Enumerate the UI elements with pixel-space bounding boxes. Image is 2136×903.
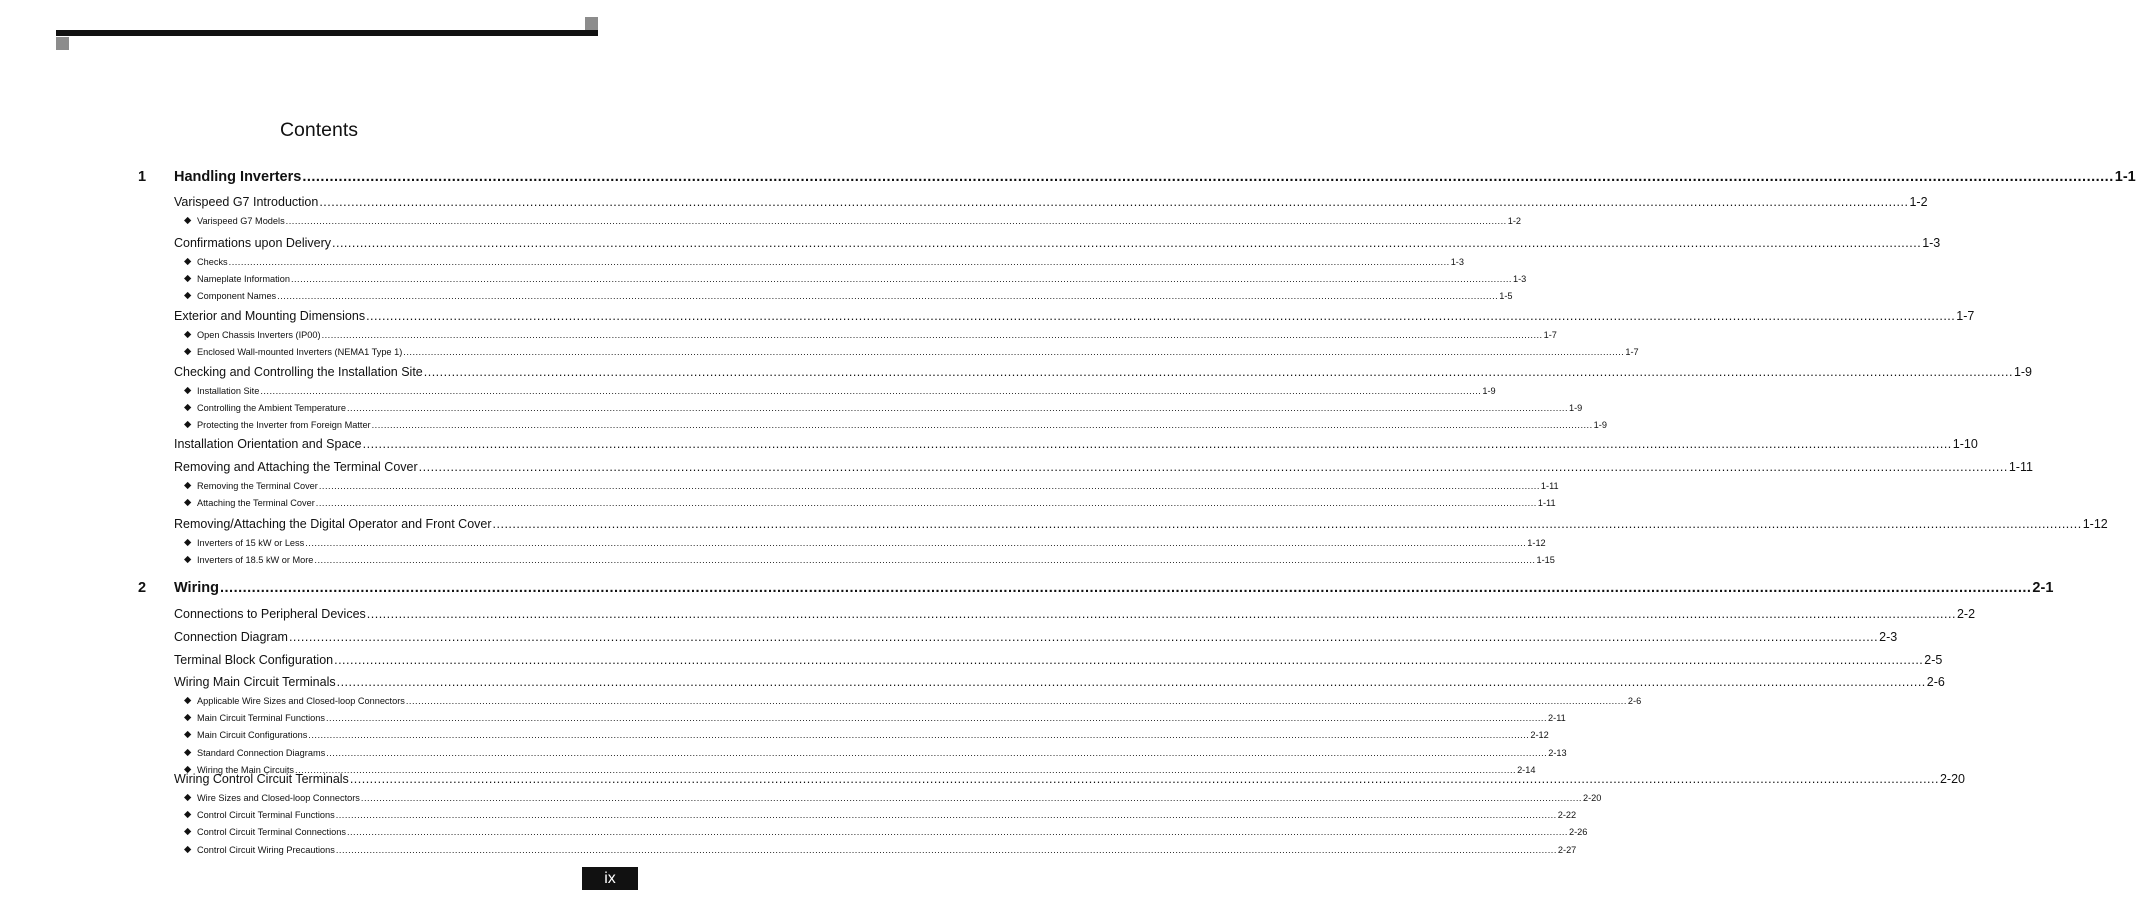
toc-subsection-title: Open Chassis Inverters (IP00): [197, 330, 321, 340]
toc-subsection[interactable]: [197, 216, 1521, 226]
corner-square-top-left: [56, 37, 69, 50]
toc-subsection-title: Removing the Terminal Cover: [197, 481, 318, 491]
toc-section-title: Checking and Controlling the Installation Site: [174, 365, 423, 379]
dot-leader: ................................................................................................................................................................................................................................................................................................................................................................................................................: [349, 772, 1939, 786]
toc-section-page: 2-5: [1924, 653, 1943, 667]
toc-subsection-page: 1-12: [1527, 538, 1546, 548]
toc-subsection-page: 1-3: [1513, 274, 1527, 285]
diamond-bullet-icon: ◆: [184, 712, 192, 724]
toc-section-page: 1-11: [2008, 460, 2033, 474]
toc-section[interactable]: [174, 460, 2033, 474]
diamond-bullet-icon: ◆: [184, 763, 192, 775]
dot-leader: ................................................................................................................................................................................................................................................................................................................................................................................................................: [336, 675, 1926, 689]
diamond-bullet-icon: ◆: [184, 273, 192, 285]
dot-leader: ................................................................................................................................................................................................................................................................................................................................................................................................................: [319, 195, 1909, 209]
toc-section-page: 2-6: [1926, 675, 1945, 689]
toc-subsection[interactable]: [197, 555, 1555, 566]
dot-leader: ................................................................................................................................................................................................................................................................................................................................................................................................................: [366, 309, 1956, 323]
toc-subsection-title: Wire Sizes and Closed-loop Connectors: [197, 793, 360, 803]
diamond-bullet-icon: ◆: [184, 290, 192, 302]
toc-section-page: 1-7: [1956, 309, 1975, 323]
toc-subsection-title: Enclosed Wall-mounted Inverters (NEMA1 Type 1): [197, 347, 403, 358]
header-rule: [56, 30, 598, 36]
toc-section[interactable]: [174, 236, 1941, 250]
toc-subsection[interactable]: [197, 747, 1567, 758]
toc-subsection-title: Control Circuit Terminal Functions: [197, 810, 335, 821]
toc-chapter-page: 2-1: [2032, 580, 2054, 596]
toc-subsection[interactable]: [197, 274, 1527, 285]
diamond-bullet-icon: ◆: [184, 346, 192, 358]
toc-subsection[interactable]: [197, 386, 1496, 396]
toc-subsection-title: Applicable Wire Sizes and Closed-loop Connectors: [197, 696, 405, 706]
toc-subsection-title: Component Names: [197, 291, 277, 302]
diamond-bullet-icon: ◆: [184, 215, 192, 226]
toc-section-page: 2-20: [1939, 772, 1966, 786]
page-number-badge: ix: [582, 867, 638, 890]
dot-leader: ................................................................................................................................................................................................................................................................................................................................................................................................................: [346, 827, 1568, 838]
dot-leader: ................................................................................................................................................................................................................................................................................................................................................................................................................: [285, 216, 1507, 226]
toc-subsection-page: 1-7: [1543, 330, 1557, 340]
diamond-bullet-icon: ◆: [184, 419, 192, 431]
diamond-bullet-icon: ◆: [184, 695, 192, 706]
toc-subsection-title: Protecting the Inverter from Foreign Matter: [197, 420, 371, 431]
dot-leader: ................................................................................................................................................................................................................................................................................................................................................................................................................: [302, 169, 2114, 185]
toc-section-page: 1-12: [2082, 517, 2108, 531]
chapter-number: 1: [138, 169, 147, 185]
dot-leader: ................................................................................................................................................................................................................................................................................................................................................................................................................: [305, 538, 1527, 548]
toc-section-page: 1-3: [1922, 236, 1941, 250]
toc-section[interactable]: [174, 437, 1978, 451]
dot-leader: ................................................................................................................................................................................................................................................................................................................................................................................................................: [326, 713, 1548, 724]
toc-subsection-title: Main Circuit Configurations: [197, 730, 308, 741]
dot-leader: ................................................................................................................................................................................................................................................................................................................................................................................................................: [492, 517, 2082, 531]
diamond-bullet-icon: ◆: [184, 480, 192, 491]
toc-section-title: Terminal Block Configuration: [174, 653, 334, 667]
dot-leader: ................................................................................................................................................................................................................................................................................................................................................................................................................: [371, 420, 1593, 431]
toc-subsection-title: Varispeed G7 Models: [197, 216, 285, 226]
toc-subsection-title: Wiring the Main Circuits: [197, 764, 295, 775]
toc-subsection-page: 2-26: [1568, 827, 1588, 838]
toc-subsection[interactable]: [197, 793, 1602, 803]
toc-section-title: Removing/Attaching the Digital Operator and Front Cover: [174, 517, 492, 531]
toc-subsection-title: Checks: [197, 257, 228, 267]
toc-subsection-page: 1-7: [1625, 347, 1639, 358]
toc-subsection-title: Inverters of 18.5 kW or More: [197, 555, 314, 566]
toc-subsection-page: 1-3: [1450, 257, 1464, 267]
toc-subsection[interactable]: [197, 730, 1549, 741]
toc-subsection-title: Nameplate Information: [197, 274, 290, 285]
toc-subsection-title: Attaching the Terminal Cover: [197, 498, 315, 509]
dot-leader: ................................................................................................................................................................................................................................................................................................................................................................................................................: [335, 844, 1557, 855]
toc-subsection-page: 1-15: [1536, 555, 1555, 566]
toc-section-title: Wiring Main Circuit Terminals: [174, 675, 336, 689]
toc-section-title: Installation Orientation and Space: [174, 437, 362, 451]
toc-section-title: Removing and Attaching the Terminal Cover: [174, 460, 418, 474]
toc-subsection[interactable]: [197, 257, 1464, 267]
dot-leader: ................................................................................................................................................................................................................................................................................................................................................................................................................: [326, 747, 1548, 758]
toc-section-page: 1-2: [1909, 195, 1928, 209]
dot-leader: ................................................................................................................................................................................................................................................................................................................................................................................................................: [335, 810, 1557, 821]
toc-section-title: Connection Diagram: [174, 630, 288, 644]
toc-subsection-title: Standard Connection Diagrams: [197, 747, 326, 758]
page-title: Contents: [279, 119, 359, 141]
dot-leader: ................................................................................................................................................................................................................................................................................................................................................................................................................: [403, 347, 1625, 358]
toc-chapter-page: 1-1: [2114, 169, 2136, 185]
toc-subsection-page: 1-5: [1499, 291, 1513, 302]
dot-leader: ................................................................................................................................................................................................................................................................................................................................................................................................................: [288, 630, 1879, 644]
toc-subsection-page: 2-6: [1627, 696, 1642, 706]
toc-subsection[interactable]: [197, 291, 1513, 302]
toc-section[interactable]: [174, 309, 1975, 323]
dot-leader: ................................................................................................................................................................................................................................................................................................................................................................................................................: [315, 498, 1537, 509]
dot-leader: ................................................................................................................................................................................................................................................................................................................................................................................................................: [308, 730, 1530, 741]
toc-subsection[interactable]: [197, 827, 1588, 838]
diamond-bullet-icon: ◆: [184, 402, 192, 414]
toc-section[interactable]: [174, 675, 1945, 689]
toc-chapter-title: Handling Inverters: [174, 169, 302, 185]
dot-leader: ................................................................................................................................................................................................................................................................................................................................................................................................................: [423, 365, 2013, 379]
toc-subsection-title: Main Circuit Terminal Functions: [197, 713, 325, 724]
toc-subsection-page: 2-20: [1582, 793, 1602, 803]
toc-subsection-page: 1-9: [1593, 420, 1607, 431]
dot-leader: ................................................................................................................................................................................................................................................................................................................................................................................................................: [366, 607, 1956, 621]
toc-subsection[interactable]: [197, 498, 1556, 509]
dot-leader: ................................................................................................................................................................................................................................................................................................................................................................................................................: [405, 696, 1627, 706]
diamond-bullet-icon: ◆: [184, 385, 192, 396]
dot-leader: ................................................................................................................................................................................................................................................................................................................................................................................................................: [290, 274, 1512, 285]
toc-subsection-page: 2-22: [1557, 810, 1577, 821]
dot-leader: ................................................................................................................................................................................................................................................................................................................................................................................................................: [260, 386, 1482, 396]
diamond-bullet-icon: ◆: [184, 843, 192, 855]
toc-subsection-page: 1-11: [1540, 481, 1559, 491]
dot-leader: ................................................................................................................................................................................................................................................................................................................................................................................................................: [318, 481, 1540, 491]
toc-subsection-page: 2-13: [1548, 747, 1567, 758]
chapter-number: 2: [138, 580, 147, 596]
dot-leader: ................................................................................................................................................................................................................................................................................................................................................................................................................: [418, 460, 2008, 474]
toc-subsection[interactable]: [197, 696, 1642, 706]
toc-section[interactable]: [174, 365, 2033, 379]
toc-section[interactable]: [174, 517, 2108, 531]
diamond-bullet-icon: ◆: [184, 256, 192, 267]
toc-subsection-page: 1-11: [1537, 498, 1556, 509]
toc-subsection-title: Inverters of 15 kW or Less: [197, 538, 305, 548]
toc-subsection[interactable]: [197, 713, 1566, 724]
toc-subsection-page: 2-11: [1548, 713, 1566, 724]
dot-leader: ................................................................................................................................................................................................................................................................................................................................................................................................................: [321, 330, 1543, 340]
toc-subsection-page: 2-27: [1557, 844, 1577, 855]
diamond-bullet-icon: ◆: [184, 809, 192, 821]
toc-section-page: 1-10: [1952, 437, 1978, 451]
dot-leader: ................................................................................................................................................................................................................................................................................................................................................................................................................: [346, 403, 1569, 414]
toc-subsection-page: 1-2: [1507, 216, 1521, 226]
toc-subsection[interactable]: [197, 481, 1559, 491]
dot-leader: ................................................................................................................................................................................................................................................................................................................................................................................................................: [277, 291, 1499, 302]
toc-section-title: Confirmations upon Delivery: [174, 236, 332, 250]
toc-section[interactable]: [174, 653, 1943, 667]
dot-leader: ................................................................................................................................................................................................................................................................................................................................................................................................................: [360, 793, 1582, 803]
diamond-bullet-icon: ◆: [184, 497, 192, 509]
dot-leader: ................................................................................................................................................................................................................................................................................................................................................................................................................: [362, 437, 1952, 451]
toc-subsection[interactable]: [197, 420, 1607, 431]
toc-section[interactable]: [174, 195, 1928, 209]
toc-chapter[interactable]: [174, 580, 2054, 596]
toc-section-title: Exterior and Mounting Dimensions: [174, 309, 366, 323]
toc-subsection[interactable]: [197, 844, 1577, 855]
toc-subsection[interactable]: [197, 330, 1557, 340]
diamond-bullet-icon: ◆: [184, 554, 192, 566]
dot-leader: ................................................................................................................................................................................................................................................................................................................................................................................................................: [332, 236, 1922, 250]
toc-section-page: 2-2: [1956, 607, 1976, 621]
diamond-bullet-icon: ◆: [184, 329, 192, 340]
dot-leader: ................................................................................................................................................................................................................................................................................................................................................................................................................: [228, 257, 1450, 267]
toc-subsection-title: Control Circuit Wiring Precautions: [197, 844, 335, 855]
toc-section[interactable]: [174, 772, 1966, 786]
diamond-bullet-icon: ◆: [184, 826, 192, 838]
toc-section-title: Wiring Control Circuit Terminals: [174, 772, 349, 786]
toc-subsection-page: 1-9: [1569, 403, 1583, 414]
toc-chapter-title: Wiring: [174, 580, 219, 596]
toc-subsection-title: Control Circuit Terminal Connections: [197, 827, 346, 838]
toc-section-title: Connections to Peripheral Devices: [174, 607, 366, 621]
dot-leader: ................................................................................................................................................................................................................................................................................................................................................................................................................: [314, 555, 1536, 566]
toc-section-page: 1-9: [2013, 365, 2033, 379]
toc-chapter[interactable]: [174, 169, 2136, 185]
corner-square-top-right: [585, 17, 598, 30]
toc-subsection-title: Controlling the Ambient Temperature: [197, 403, 346, 414]
toc-subsection-page: 1-9: [1482, 386, 1496, 396]
toc-subsection[interactable]: [197, 538, 1546, 548]
toc-section[interactable]: [174, 607, 1976, 621]
toc-subsection[interactable]: [197, 347, 1639, 358]
diamond-bullet-icon: ◆: [184, 537, 192, 548]
diamond-bullet-icon: ◆: [184, 729, 192, 741]
toc-subsection-page: 2-12: [1530, 730, 1549, 741]
dot-leader: ................................................................................................................................................................................................................................................................................................................................................................................................................: [334, 653, 1924, 667]
toc-subsection-title: Installation Site: [197, 386, 260, 396]
toc-subsection[interactable]: [197, 810, 1577, 821]
toc-subsection[interactable]: [197, 403, 1583, 414]
dot-leader: ................................................................................................................................................................................................................................................................................................................................................................................................................: [295, 764, 1517, 775]
dot-leader: ................................................................................................................................................................................................................................................................................................................................................................................................................: [219, 580, 2032, 596]
toc-subsection-page: 2-14: [1517, 764, 1536, 775]
diamond-bullet-icon: ◆: [184, 746, 192, 758]
toc-section[interactable]: [174, 630, 1898, 644]
diamond-bullet-icon: ◆: [184, 792, 192, 803]
toc-section-title: Varispeed G7 Introduction: [174, 195, 319, 209]
toc-section-page: 2-3: [1879, 630, 1898, 644]
